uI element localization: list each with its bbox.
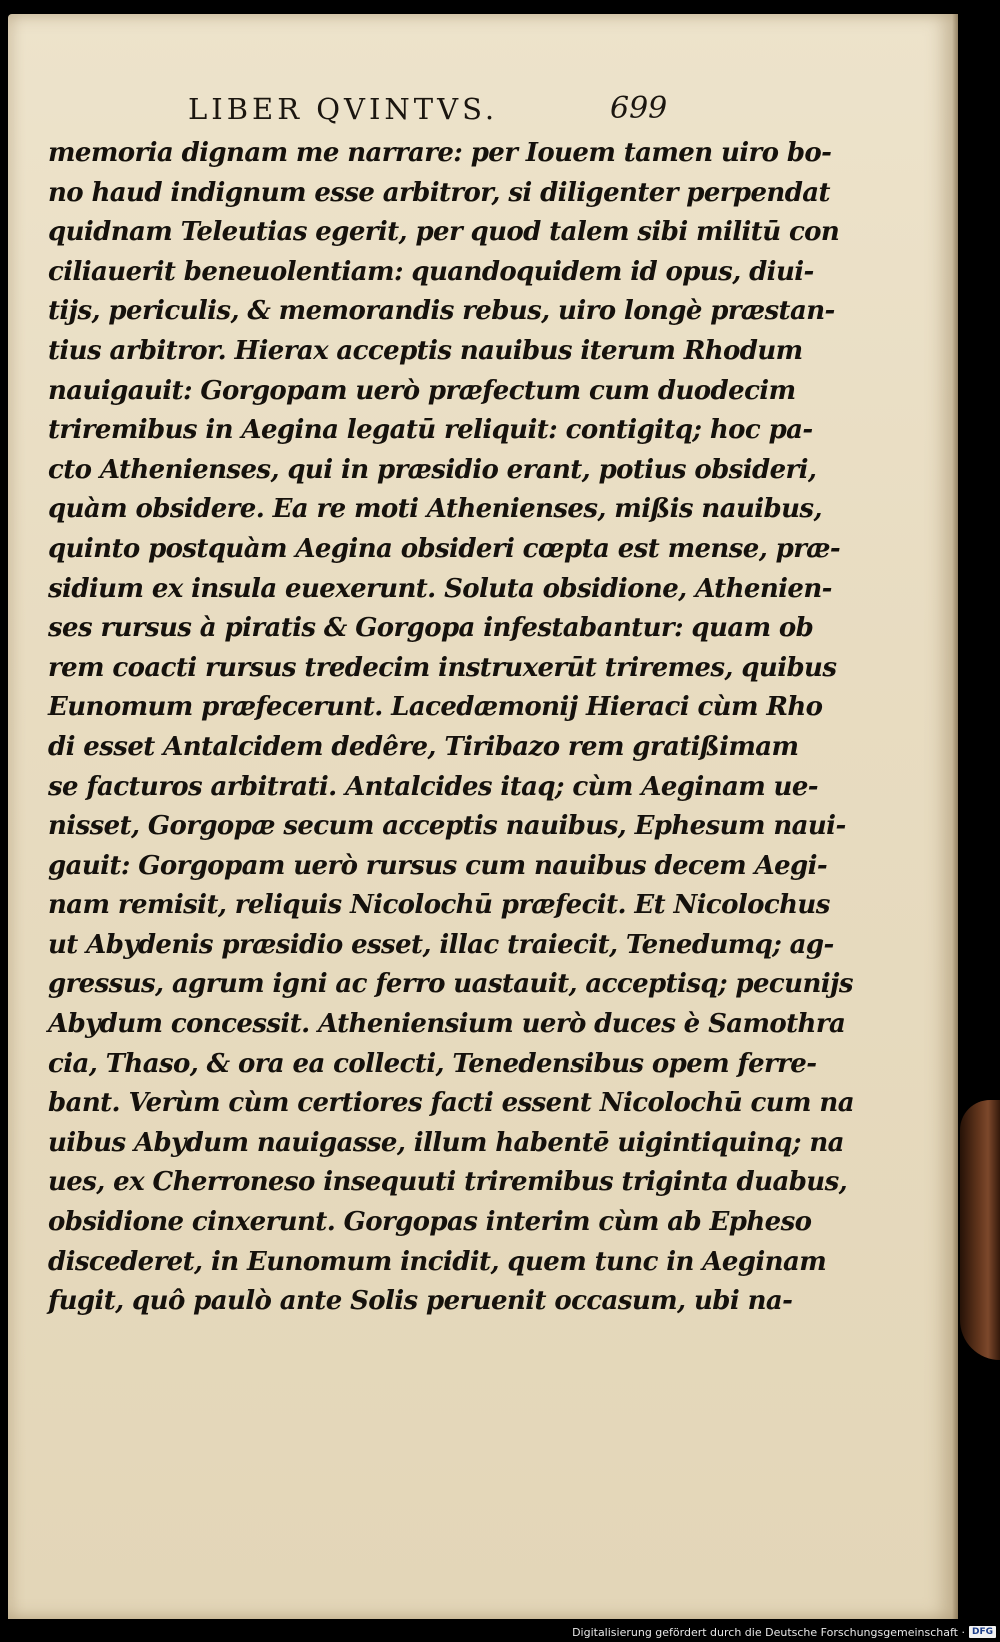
running-title: LIBER QVINTVS. [188,92,499,126]
text-line: discederet, in Eunomum incidit, quem tunc in Aeginam [48,1246,827,1277]
text-line: memoria dignam me narrare: per Iouem tamen uiro bo- [48,138,832,168]
digitization-credit [560,1622,1000,1642]
text-line: se facturos arbitrati. Antalcides itaq; cùm Aeginam ue- [48,771,818,802]
text-line: bant. Verùm cùm certiores facti essent Nicolochū cum na [48,1088,854,1119]
running-head [8,89,958,129]
text-line: ues, ex Cherroneso insequuti triremibus triginta duabus, [48,1167,848,1198]
text-line: tijs, periculis, & memorandis rebus, uiro longè præstan- [48,296,835,327]
text-line: Eunomum præfecerunt. Lacedæmonij Hieraci cùm Rho [48,692,823,723]
text-line: nauigauit: Gorgopam uerò præfectum cum duodecim [48,375,796,406]
text-line: triremibus in Aegina legatū reliquit: contigitq; hoc pa- [48,415,813,446]
text-line: sidium ex insula euexerunt. Soluta obsidione, Athenien- [48,573,832,604]
text-line: Abydum concessit. Atheniensium uerò duces è Samothra [48,1009,846,1040]
text-line: cto Athenienses, qui in præsidio erant, potius obsideri, [48,454,817,485]
text-line: di esset Antalcidem dedêre, Tiribazo rem gratißimam [48,731,799,762]
text-line: gressus, agrum igni ac ferro uastauit, acceptisq; pecunijs [48,969,853,1000]
hand-at-page-edge [960,1100,1000,1360]
text-line: quidnam Teleutias egerit, per quod talem sibi militū con [48,217,840,248]
text-line: ut Abydenis præsidio esset, illac traiecit, Tenedumq; ag- [48,929,834,960]
text-line: obsidione cinxerunt. Gorgopas interim cùm ab Epheso [48,1207,812,1238]
text-line: ciliauerit beneuolentiam: quandoquidem id opus, diui- [48,256,814,287]
text-line: gauit: Gorgopam uerò rursus cum nauibus decem Aegi- [48,850,828,881]
page-number: 699 [610,91,668,126]
body-text [48,134,854,1322]
text-line: ses rursus à piratis & Gorgopa infestabantur: quam ob [48,613,814,644]
credit-text: Digitalisierung gefördert durch die Deutsche Forschungsgemeinschaft · [572,1625,965,1639]
text-line: uibus Abydum nauigasse, illum habentē uigintiquinq; na [48,1127,844,1158]
text-line: fugit, quô paulò ante Solis peruenit occasum, ubi na- [48,1286,793,1317]
text-line: rem coacti rursus tredecim instruxerūt triremes, quibus [48,652,837,683]
text-line: no haud indignum esse arbitror, si diligenter perpendat [48,177,830,208]
text-line: quinto postquàm Aegina obsideri cœpta est mense, præ- [48,533,841,564]
dfg-logo: DFG [969,1626,996,1638]
text-line: quàm obsidere. Ea re moti Athenienses, mißis nauibus, [48,494,822,525]
text-line: nam remisit, reliquis Nicolochū præfecit. Et Nicolochus [48,890,830,921]
text-line: tius arbitror. Hierax acceptis nauibus iterum Rhodum [48,335,803,366]
book-page [8,14,958,1619]
text-line: nisset, Gorgopæ secum acceptis nauibus, Ephesum naui- [48,811,846,842]
text-line: cia, Thaso, & ora ea collecti, Tenedensibus opem ferre- [48,1048,817,1079]
